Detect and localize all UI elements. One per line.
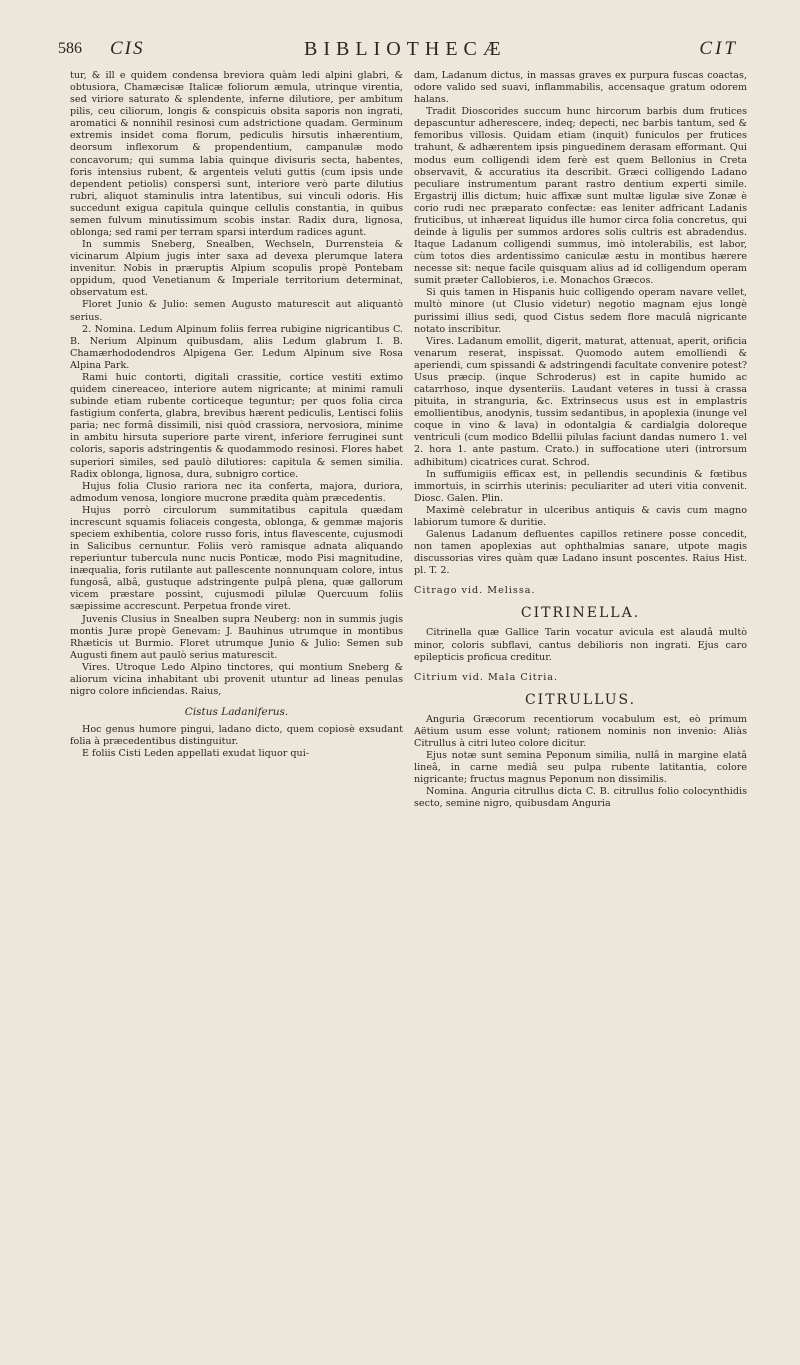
paragraph: Citrinella quæ Gallice Tarin vocatur avicula est alaudâ multò minor, coloris subflavi, cantus debilioris non ingrati. Ejus caro epilepticis proficua creditur. bbox=[414, 627, 747, 663]
running-title: BIBLIOTHECÆ bbox=[304, 38, 507, 60]
paragraph: dam, Ladanum dictus, in massas graves ex purpura fuscas coactas, odore valido sed suavi, inflammabilis, accensaque gratum odorem halans. bbox=[414, 70, 747, 106]
paragraph: Hoc genus humore pingui, ladano dicto, quem copiosè exsudant folia à præcedentibus distinguitur. bbox=[70, 724, 403, 748]
paragraph: Juvenis Clusius in Snealben supra Neuberg: non in summis jugis montis Juræ propè Genevam: J. Bauhinus utrumque in montibus Rhæticis ut Burmio. Floret utrumque Junio & Julio: Semen sub Augusti finem aut paulò serius maturescit. bbox=[70, 613, 403, 661]
paragraph: Nomina. Anguria citrullus dicta C. B. citrullus folio colocynthidis secto, semine nigro, quibusdam Anguria bbox=[414, 786, 747, 810]
paragraph: Galenus Ladanum defluentes capillos retinere posse concedit, non tamen apoplexias aut ophthalmias sanare, utpote magis discussorias vires quàm quæ Ladano insunt poscentes. Raius Hist. pl. T. 2. bbox=[414, 528, 747, 577]
paragraph: Maximè celebratur in ulceribus antiquis & cavis cum magno labiorum tumore & duritie. bbox=[414, 504, 747, 528]
paragraph: tur, & ill e quidem condensa breviora quàm ledi alpini glabri, & obtusiora, Chamæcisæ Italicæ foliorum æmula, utrinque virentia, sed viriore saturato & splendente, inferne dilutiore, per ambitum pilis, ceu ciliorum, longis & conspicuis obsita saporis non ingrati, aromatici & nonnihil resinosi cum adstrictione quadam. Germinum extremis insidet coma florum, pediculis hirsutis inhærentium, deorsum inflexorum & propendentium, campanulæ modo concavorum; qui summa labia quinque divisuris secta, habentes, foris intensius rubent, & argenteis veluti guttis (cum ipsis unde dependent petiolis) conspersi sunt, interiore verò parte dilutius rubri, aliquot staminulis intra latentibus, sui vinculi odoris. His succedunt exigua capitula quinque cellulis constantia, in quibus semen fulvum minutissimum scobis instar. Radix dura, lignosa, oblonga; sed rami per terram sparsi interdum radices agunt. bbox=[70, 70, 403, 239]
paragraph: 2. Nomina. Ledum Alpinum foliis ferrea rubigine nigricantibus C. B. Nerium Alpinum quibusdam, aliis Ledum glabrum I. B. Chamærhododendros Alpigena Ger. Ledum Alpinum sive Rosa Alpina Park. bbox=[70, 323, 403, 371]
citrium-cross-reference: Citrium vid. Mala Citria. bbox=[414, 671, 559, 683]
paragraph: Si quis tamen in Hispanis huic colligendo operam navare vellet, multò minore (ut Clusio videtur) negotio magnam ejus longè purissimi illius sedi, quod Cistus sedem flore maculâ nigricante notato inscribitur. bbox=[414, 287, 747, 335]
paragraph: Ejus notæ sunt semina Peponum similia, nullâ in margine elatâ lineâ, in carne mediâ seu pulpa rubente latitantia, colore nigricante; fructus magnus Peponum non dissimilis. bbox=[414, 750, 747, 786]
paragraph: In summis Sneberg, Snealben, Wechseln, Durrensteia & vicinarum Alpium jugis inter saxa ad devexa plerumque latera invenitur. Nobis in præruptis Alpium scopulis propè Pontebam oppidum, quod Venetianum & Imperiale territorium determinat, observatum est. bbox=[70, 239, 403, 299]
citrago-cross-reference: Citrago vid. Melissa. bbox=[414, 585, 536, 597]
cistus-subheading: Cistus Ladaniferus. bbox=[184, 706, 289, 719]
paragraph: Hujus porrò circulorum summitatibus capitula quædam increscunt squamis foliaceis congesta, oblonga, & gemmæ majoris speciem exhibentia, colore russo foris, intus flavescente, cujusmodi in Salicibus cernuntur. Foliis verò ramisque adnata aliquando reperiuntur tubercula nunc nucis Ponticæ, modo Pisi magnitudine, inæqualia, foris rutilante aut pallescente nonnunquam colore, intus fungosâ, albâ, gustuque adstringente pulpâ plena, quæ gallorum vicem præstare possint, cujusmodi pilulæ Quercuum foliis sæpissime accrescunt. Perpetua fronde viret. bbox=[70, 504, 403, 613]
paragraph: E foliis Cisti Leden appellati exudat liquor qui- bbox=[82, 748, 309, 760]
paragraph: Floret Junio & Julio: semen Augusto maturescit aut aliquantò serius. bbox=[70, 299, 403, 323]
paragraph: Anguria Græcorum recentiorum vocabulum est, eò primum Aëtium usum esse volunt; rationem nominis non invenio: Aliàs Citrullus à citri luteo colore dicitur. bbox=[414, 713, 747, 749]
left-column bbox=[70, 70, 403, 1348]
right-column bbox=[414, 70, 747, 1348]
running-header bbox=[58, 38, 778, 64]
paragraph: Vires. Ladanum emollit, digerit, maturat, attenuat, aperit, orificia venarum reserat, inspissat. Quomodo autem emolliendi & aperiendi, cum spissandi & adstringendi facultate convenire potest? Usus præcip. (inque Schroderus) est in capite humido ac catarrhoso, inque dysenteriis. Laudant veteres in tussi à crassa pituita, in stranguria, &c. Extrinsecus usus est in emplastris emollientibus, anodynis, tussim sedantibus, in apoplexia (inunge vel coque in vino & lava) in odontalgia & cardialgia doloreque ventriculi (cum modico Bdellii pilulas faciunt dandas numero 1. vel 2. hora 1. ante pastum. Crato.) in suffocatione uteri (introrsum adhibitum) cicatrices curat. Schrod. bbox=[414, 335, 747, 468]
paragraph: In suffumigiis efficax est, in pellendis secundinis & fœtibus immortuis, in scirrhis uterinis: peculiariter ad uteri vitia convenit. Diosc. Galen. Plin. bbox=[414, 468, 747, 504]
page-number: 586 bbox=[58, 40, 82, 57]
citrinella-heading: CITRINELLA. bbox=[520, 605, 641, 622]
paragraph: Rami huic contorti, digitali crassitie, cortice vestiti extimo quidem cinereaceo, interiore autem nigricante; at minimi ramuli subinde etiam rubente corticeque teguntur; per quos folia circa fastigium conferta, glabra, brevibus hærent pediculis, Lentisci foliis paria; nec formâ dissimili, nisi quòd crassiora, nervosiora, minime in ambitu hirsuta superiore parte virent, inferiore ferruginei sunt coloris, saporis adstringentis & quodammodo resinosi. Flores habet superiori similes, sed paulò dilutiores: capitula & semen similia. Radix oblonga, lignosa, dura, subnigro cortice. bbox=[70, 371, 403, 480]
paragraph: Hujus folia Clusio rariora nec ita conferta, majora, duriora, admodum venosa, longiore mucrone prædita quàm præcedentis. bbox=[70, 480, 403, 504]
left-catchword: CIS bbox=[110, 38, 145, 59]
citrullus-heading: CITRULLUS. bbox=[524, 691, 637, 708]
paragraph: Tradit Dioscorides succum hunc hircorum barbis dum frutices depascuntur adherescere, indeq; depecti, nec barbis tantum, sed & femoribus villosis. Quidam etiam (inquit) funiculos per frutices trahunt, & adhærentem ipsis pinguedinem derasam efformant. Qui modus eum colligendi idem ferè est quem Bellonius in Creta observavit, & accuratius ita describit. Græci colligendo Ladano peculiare instrumentum parant rastro dentium experti simile. Ergastrij illis dictum; huic affixæ sunt multæ ligulæ sive Zonæ è corio rudi nec præparato confectæ: eas leniter adfricant Ladanis fruticibus, ut inhæreat liquidus ille humor circa folia concretus, qui deinde à ligulis per summos ardores solis cultris est abradendus. Itaque Ladanum colligendi summus, imò intolerabilis, est labor, cùm totos dies ardentissimo caniculæ æstu in montibus hærere necesse sit: neque facile quisquam alius ad id colligendum operam sumit præter Callobieros, i.e. Monachos Græcos. bbox=[414, 106, 747, 287]
paragraph: Vires. Utroque Ledo Alpino tinctores, qui montium Sneberg & aliorum vicina inhabitant ubi provenit utuntur ad lineas penulas nigro colore inficiendas. Raius, bbox=[70, 661, 403, 697]
right-catchword: CIT bbox=[699, 38, 738, 59]
